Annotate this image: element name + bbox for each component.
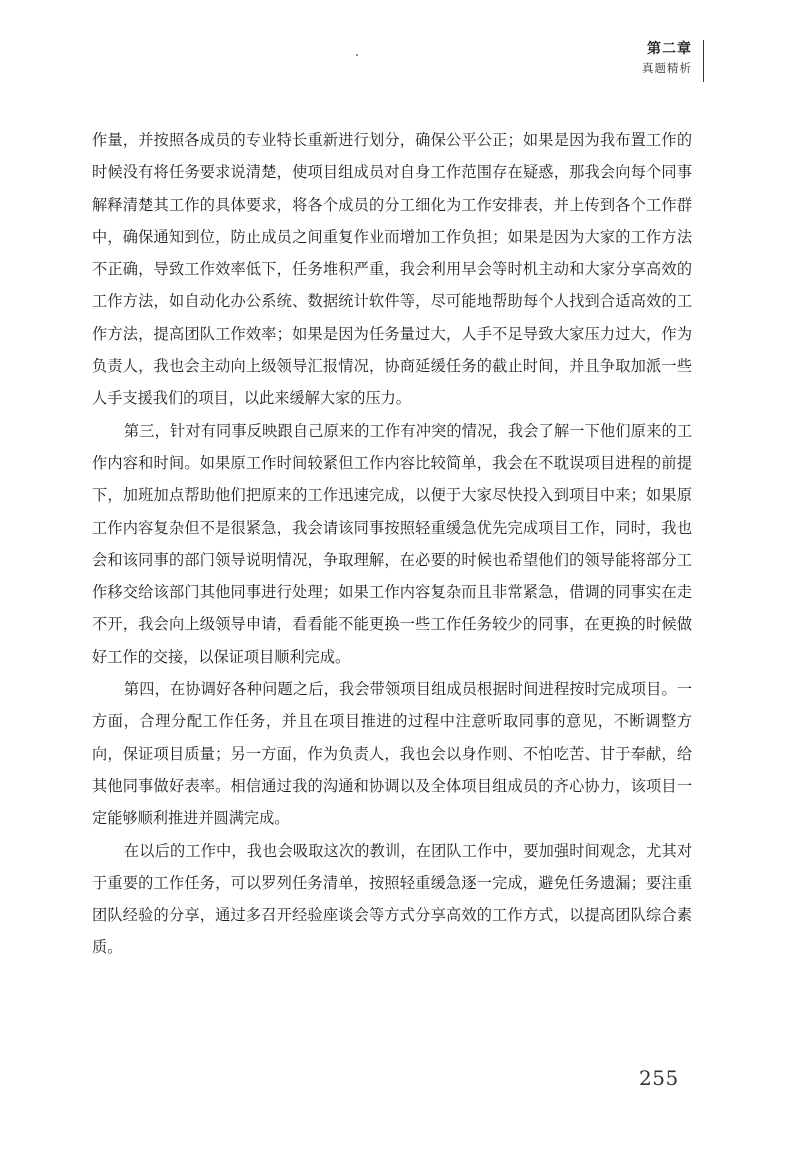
header-divider <box>703 40 705 82</box>
paragraph-fourth-point: 第四，在协调好各种问题之后，我会带领项目组成员根据时间进程按时完成项目。一方面，合理分配工作任务，并且在项目推进的过程中注意听取同事的意见，不断调整方向，保证项目质量；另一方面，作为负责人，我也会以身作则、不怕吃苦、甘于奉献，给其他同事做好表率。相信通过我的沟通和协调以及全体项目组成员的齐心协力，该项目一定能够顺利推进并圆满完成。 <box>92 680 692 828</box>
running-header <box>642 42 692 75</box>
body-text <box>92 124 692 964</box>
paragraph-third-point: 第三，针对有同事反映跟自己原来的工作有冲突的情况，我会了解一下他们原来的工作内容和时间。如果原工作时间较紧但工作内容比较简单，我会在不耽误项目进程的前提下，加班加点帮助他们把原来的工作迅速完成，以便于大家尽快投入到项目中来；如果原工作内容复杂但不是很紧急，我会请该同事按照轻重缓急优先完成项目工作，同时，我也会和该同事的部门领导说明情况，争取理解，在必要的时候也希望他们的领导能将部分工作移交给该部门其他同事进行处理；如果工作内容复杂而且非常紧急，借调的同事实在走不开，我会向上级领导申请，看看能不能更换一些工作任务较少的同事，在更换的时候做好工作的交接，以保证项目顺利完成。 <box>92 421 692 666</box>
scan-speck <box>356 54 358 56</box>
paragraph-continued: 作量，并按照各成员的专业特长重新进行划分，确保公平公正；如果是因为我布置工作的时候没有将任务要求说清楚，使项目组成员对自身工作范围存在疑惑，那我会向每个同事解释清楚其工作的具体要求，将各个成员的分工细化为工作安排表，并上传到各个工作群中，确保通知到位，防止成员之间重复作业而增加工作负担；如果是因为大家的工作方法不正确，导致工作效率低下，任务堆积严重，我会利用早会等时机主动和大家分享高效的工作方法，如自动化办公系统、数据统计软件等，尽可能地帮助每个人找到合适高效的工作方法，提高团队工作效率；如果是因为任务量过大，人手不足导致大家压力过大，作为负责人，我也会主动向上级领导汇报情况，协商延缓任务的截止时间，并且争取加派一些人手支援我们的项目，以此来缓解大家的压力。 <box>92 131 692 408</box>
section-title: 真题精析 <box>642 61 692 75</box>
page-number: 255 <box>639 1066 679 1090</box>
chapter-title: 第二章 <box>647 41 692 57</box>
paragraph-conclusion: 在以后的工作中，我也会吸取这次的教训，在团队工作中，要加强时间观念，尤其对于重要的工作任务，可以罗列任务清单，按照轻重缓急逐一完成，避免任务遗漏；要注重团队经验的分享，通过多召开经验座谈会等方式分享高效的工作方式，以提高团队综合素质。 <box>92 841 692 957</box>
